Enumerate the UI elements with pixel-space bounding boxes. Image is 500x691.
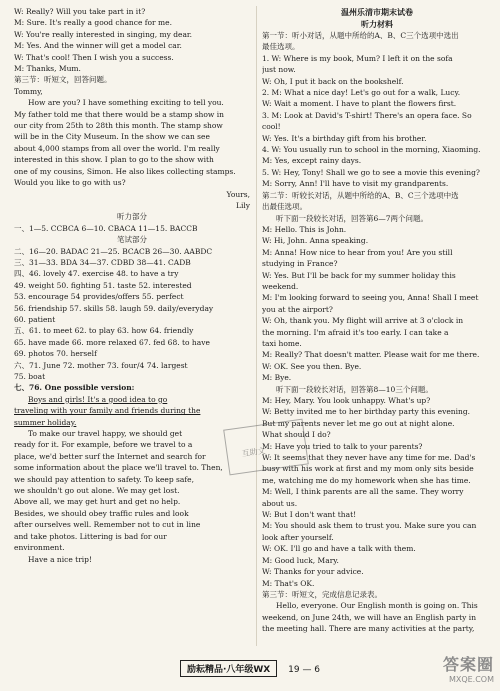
text-line: M: Sorry, Ann! I'll have to visit my grandparents. — [262, 179, 449, 189]
text-line: Tommy, — [14, 86, 43, 96]
text-line: W: OK. I'll go and have a talk with them. — [262, 544, 416, 554]
text-line: some information about the place we'll travel to. Then, — [14, 463, 223, 473]
page-footer — [0, 660, 500, 677]
text-line: 第二节：听较长对话，从题中所给的A、B、C三个选项中选 — [262, 190, 459, 200]
text-line: W: OK. See you then. Bye. — [262, 361, 362, 371]
text-line: 75. boat — [14, 372, 46, 381]
text-line: and take photos. Littering is bad for our — [14, 531, 167, 541]
text-line: What should I do? — [262, 430, 331, 440]
text-line: 60. patient — [14, 314, 56, 324]
text-line: our city from 25th to 28th this month. The stamp show — [14, 121, 223, 131]
text-line: 二、16—20. BADAC 21—25. BCACB 26—30. AABDC — [14, 246, 213, 256]
text-line: 最佳选项。 — [262, 42, 300, 52]
text-line: M: Yes. And the winner will get a model car. — [14, 41, 182, 51]
text-line: me, watching me do my homework when she has time. — [262, 475, 471, 485]
text-line: weekend. — [262, 281, 299, 291]
text-line: M: Sure. It's really a good chance for me. — [14, 18, 172, 28]
text-line: 3. M: Look at David's T-shirt! There's an opera face. So — [262, 110, 472, 120]
exam-title: 温州乐清市期末试卷 — [341, 7, 413, 17]
stamp-text: 互助文 — [241, 446, 267, 459]
text-line: Have a nice trip! — [28, 554, 92, 564]
text-line: Above all, we may get hurt and get no help. — [14, 497, 181, 507]
text-line: taxi home. — [262, 338, 302, 348]
text-line — [14, 417, 250, 428]
listening-material-heading: 听力材料 — [361, 19, 393, 29]
text-line: place, we'd better surf the Internet and search for — [14, 451, 206, 461]
brand-badge: 励耘精品·八年级WX — [180, 660, 277, 677]
text-line: cool! — [262, 122, 281, 132]
text-line: W: Really? Will you take part in it? — [14, 7, 146, 16]
watermark-logo: 答案圈 — [442, 655, 494, 674]
text-line: just now. — [262, 65, 296, 75]
text-line: 4. W: You usually run to school in the morning, Xiaoming. — [262, 145, 481, 155]
text-line: W: Oh, I put it back on the bookshelf. — [262, 76, 404, 86]
text-line: one of my cousins, Simon. He also likes collecting stamps. — [14, 166, 236, 176]
left-column — [14, 6, 250, 565]
text-line: busy with his work at first and my mom only sits beside — [262, 464, 474, 474]
text-line: W: But I don't want that! — [262, 510, 357, 520]
text-line: 56. friendship 57. skills 58. laugh 59. daily/everyday — [14, 303, 214, 313]
text-line: will be in the City Museum. In the show we can see — [14, 132, 210, 142]
text-line: interested in this show. I plan to go to the show with — [14, 155, 214, 165]
text-line: weekend, on June 24th, we will have an English party in — [262, 612, 477, 622]
text-line: Would you like to go with us? — [14, 178, 126, 188]
text-line: W: Hi, John. Anna speaking. — [262, 236, 369, 246]
text-line: the meeting hall. There are many activities at the party, — [262, 624, 475, 634]
text-line: after ourselves well. Remember not to cut in line — [14, 520, 201, 530]
text-line: W: It seems that they never have any time for me. Dad's — [262, 453, 476, 463]
listening-transcript — [262, 30, 492, 635]
text-line: W: You're really interested in singing, my dear. — [14, 29, 193, 39]
text-line: 五、61. to meet 62. to play 63. how 64. friendly — [14, 326, 194, 336]
text-line: 一、1—5. CCBCA 6—10. CBACA 11—15. BACCB — [14, 223, 198, 233]
text-line: M: Hello. This is John. — [262, 224, 347, 234]
text-line: W: Wait a moment. I have to plant the flowers first. — [262, 99, 457, 109]
text-line: M: Thanks, Mum. — [14, 64, 81, 74]
text-line: M: Really? That doesn't matter. Please wait for me there. — [262, 350, 480, 360]
text-line: ready for it. For example, before we travel to a — [14, 440, 193, 450]
text-line: 六、71. June 72. mother 73. four/4 74. largest — [14, 360, 188, 370]
site-watermark — [443, 652, 494, 684]
text-line: about us. — [262, 498, 298, 508]
text-line: we shouldn't go out alone. We may get lost. — [14, 486, 180, 496]
text-line: My father told me that there would be a stamp show in — [14, 109, 224, 119]
text-line: 出最佳选项。 — [262, 202, 307, 212]
text-line: W: Yes. But I'll be back for my summer holiday this — [262, 270, 456, 280]
text-line: 69. photos 70. herself — [14, 349, 97, 359]
text-line: Lily — [235, 200, 250, 210]
text-line: M: Hey, Mary. You look unhappy. What's up? — [262, 396, 431, 405]
text-line: M: Bye. — [262, 373, 292, 383]
text-line: look after yourself. — [262, 532, 334, 542]
text-line: studying in France? — [262, 259, 338, 269]
text-line: W: Thanks for your advice. — [262, 567, 364, 577]
text-line: How are you? I have something exciting to tell you. — [28, 98, 224, 108]
text-line: W: Betty invited me to her birthday party this evening. — [262, 407, 471, 417]
text-line: 三、31—33. BDA 34—37. CDBD 38—41. CADB — [14, 257, 191, 267]
page-number: 19 — 6 — [288, 665, 321, 675]
text-line: M: Anna! How nice to hear from you! Are you still — [262, 247, 453, 257]
text-line: Yours, — [226, 189, 250, 199]
text-line: W: Oh, thank you. My flight will arrive at 3 o'clock in — [262, 316, 464, 326]
text-line: 四、46. lovely 47. exercise 48. to have a try — [14, 269, 179, 279]
underlined-text: summer holiday. — [14, 417, 77, 427]
text-line: 53. encourage 54 provides/offers 55. perfect — [14, 292, 184, 302]
text-line: about 4,000 stamps from all over the world. I'm really — [14, 143, 220, 153]
text-line: Besides, we should obey traffic rules and look — [14, 508, 189, 518]
text-line: 第三节：听短文，回答问题。 — [14, 75, 112, 85]
text-line: M: Good luck, Mary. — [262, 555, 339, 565]
text-line: 听力部分 — [117, 212, 147, 222]
text-line: W: Yes. It's a birthday gift from his brother. — [262, 133, 427, 143]
text-line: environment. — [14, 543, 65, 553]
text-line: 49. weight 50. fighting 51. taste 52. interested — [14, 280, 192, 290]
text-line: M: Yes, except rainy days. — [262, 156, 362, 166]
text-line: W: That's cool! Then I wish you a success. — [14, 52, 174, 62]
text-line: 听下面一段较长对话，回答第6—7两个问题。 — [276, 213, 429, 223]
watermark-url: MXQE.COM — [448, 675, 494, 684]
text-line: M: Well, I think parents are all the same. They worry — [262, 487, 464, 497]
underlined-text: traveling with your family and friends during the — [14, 406, 201, 416]
text-line: M: That's OK. — [262, 578, 315, 588]
text-line: the morning. I'm afraid it's too early. I can take a — [262, 327, 449, 337]
text-line: you at the airport? — [262, 304, 333, 314]
column-divider — [256, 6, 257, 646]
text-line: M: Have you tried to talk to your parents? — [262, 441, 423, 451]
text-line: 七、76. One possible version: — [14, 383, 135, 393]
text-line: 笔试部分 — [117, 235, 147, 245]
text-line: 65. have made 66. more relaxed 67. fed 68. to have — [14, 337, 210, 347]
underlined-text: Boys and girls! It's a good idea to go — [28, 394, 168, 404]
text-line: To make our travel happy, we should get — [28, 429, 183, 439]
text-line: But my parents never let me go out at night alone. — [262, 418, 455, 428]
text-line: 5. W: Hey, Tony! Shall we go to see a movie this evening? — [262, 167, 480, 177]
text-line — [14, 394, 250, 405]
text-line: we should pay attention to safety. To keep safe, — [14, 474, 194, 484]
text-line: M: You should ask them to trust you. Make sure you can — [262, 521, 477, 531]
text-line: Hello, everyone. Our English month is going on. This — [276, 601, 478, 611]
right-column — [262, 6, 492, 635]
text-line: 听下面一段较长对话，回答第8—10三个问题。 — [276, 384, 433, 394]
text-line: 1. W: Where is my book, Mum? I left it on the sofa — [262, 53, 453, 63]
text-line — [14, 405, 250, 416]
text-line: 第一节：听小对话，从题中所给的A、B、C三个选项中选出 — [262, 31, 459, 40]
text-line: 第三节：听短文，完成信息记录表。 — [262, 589, 382, 599]
text-line: M: I'm looking forward to seeing you, Anna! Shall I meet — [262, 293, 479, 303]
text-line: 2. M: What a nice day! Let's go out for a walk, Lucy. — [262, 88, 461, 98]
